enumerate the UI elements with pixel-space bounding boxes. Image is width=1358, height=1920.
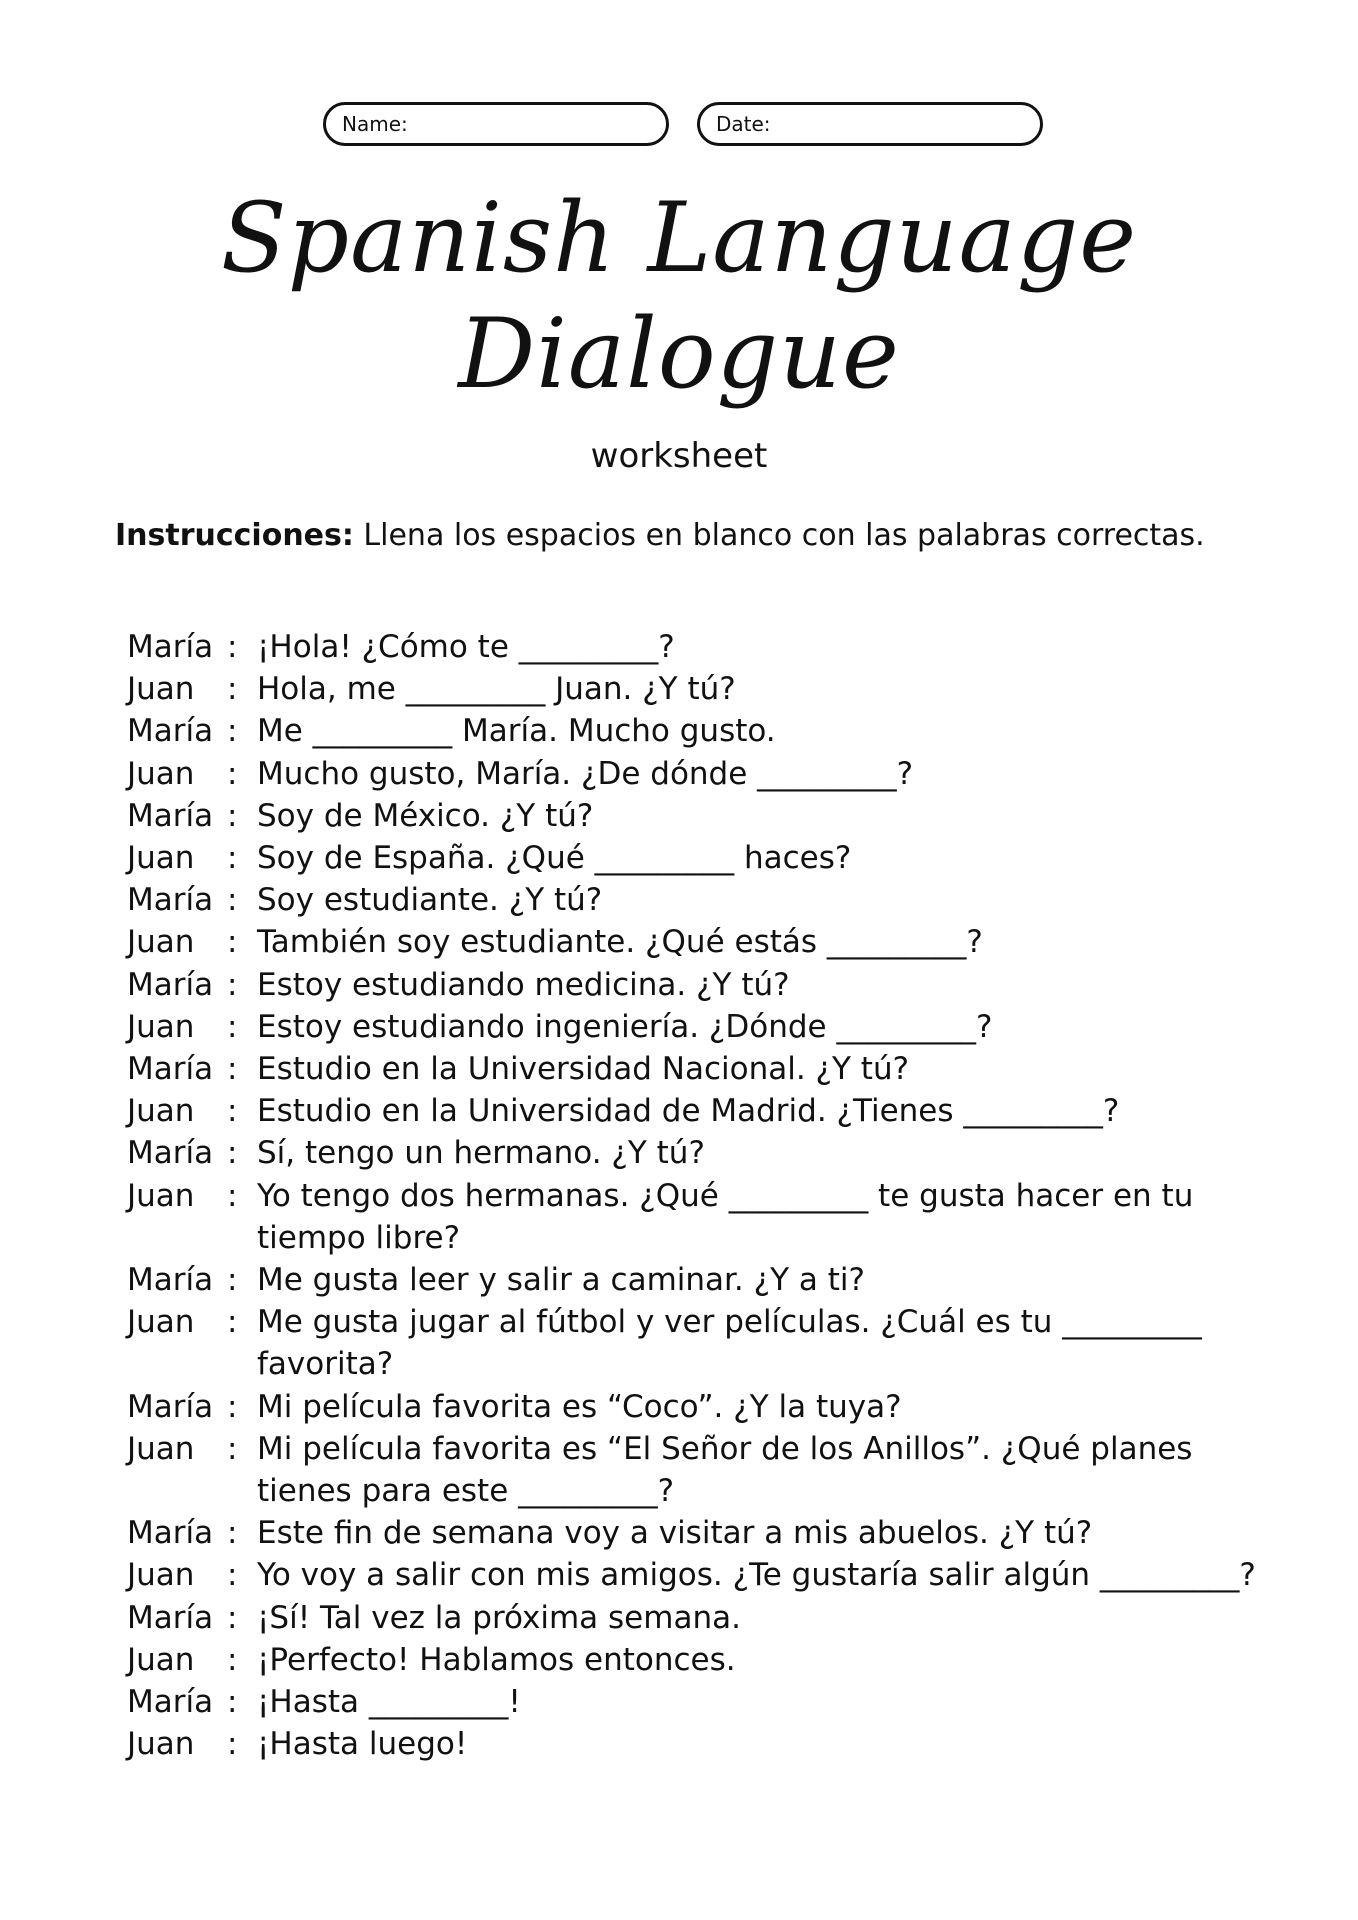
speaker-name: María (127, 1684, 214, 1721)
speaker-name: María (127, 882, 214, 919)
speaker-colon: : (227, 1008, 238, 1045)
speaker-name: María (127, 629, 214, 665)
speaker-colon: : (227, 713, 238, 750)
dialogue-text: Me gusta jugar al fútbol y ver películas. ¿Cuál es tu _________ favorita? (257, 1304, 1202, 1383)
speaker-colon: : (227, 755, 238, 792)
dialogue-text: ¡Perfecto! Hablamos entonces. (257, 1641, 736, 1678)
dialogue-line (127, 668, 1257, 710)
speaker-name: Juan (127, 1008, 195, 1045)
dialogue-text: Me _________ María. Mucho gusto. (257, 713, 776, 750)
dialogue-text: Hola, me _________ Juan. ¿Y tú? (257, 671, 736, 708)
speaker-name: María (127, 1262, 214, 1299)
speaker-colon: : (227, 1093, 238, 1130)
speaker-name: Juan (127, 924, 195, 961)
speaker-name: María (127, 713, 214, 750)
dialogue-line (127, 626, 1257, 668)
speaker-name: María (127, 966, 214, 1003)
instructions-label: Instrucciones: (115, 518, 354, 553)
dialogue-text: ¡Hola! ¿Cómo te _________? (257, 629, 675, 665)
date-label: Date: (716, 112, 771, 136)
speaker-colon: : (227, 840, 238, 877)
dialogue-text: Mucho gusto, María. ¿De dónde _________? (257, 755, 914, 792)
speaker-colon: : (227, 1430, 238, 1467)
speaker-name: Juan (127, 1726, 195, 1763)
dialogue-line (127, 1512, 1257, 1554)
speaker-colon: : (227, 671, 238, 708)
speaker-name: Juan (127, 671, 195, 708)
dialogue-text: Soy de México. ¿Y tú? (257, 797, 594, 834)
page-title-line-1: Spanish Language (220, 182, 1138, 294)
dialogue-text: Estudio en la Universidad de Madrid. ¿Tienes _________? (257, 1093, 1120, 1130)
dialogue-text: También soy estudiante. ¿Qué estás _________? (257, 924, 983, 961)
dialogue-text: Estoy estudiando medicina. ¿Y tú? (257, 966, 790, 1003)
speaker-colon: : (227, 966, 238, 1003)
name-label: Name: (342, 112, 408, 136)
speaker-colon: : (227, 1135, 238, 1172)
dialogue-text: Este fin de semana voy a visitar a mis abuelos. ¿Y tú? (257, 1515, 1093, 1552)
dialogue-line (127, 1723, 1257, 1765)
dialogue-line (127, 964, 1257, 1006)
name-field[interactable] (323, 102, 669, 146)
speaker-name: Juan (127, 1093, 195, 1130)
dialogue-line (127, 1301, 1257, 1385)
speaker-name: Juan (127, 840, 195, 877)
dialogue-line (127, 1639, 1257, 1681)
speaker-colon: : (227, 1684, 238, 1721)
speaker-colon: : (227, 1388, 238, 1425)
speaker-name: María (127, 1135, 214, 1172)
speaker-name: María (127, 797, 214, 834)
dialogue-line (127, 753, 1257, 795)
dialogue-text: Mi película favorita es “Coco”. ¿Y la tuya? (257, 1388, 902, 1425)
instructions-text: Llena los espacios en blanco con las palabras correctas. (353, 518, 1205, 553)
speaker-colon: : (227, 1262, 238, 1299)
speaker-name: Juan (127, 1557, 195, 1594)
dialogue-line (127, 795, 1257, 837)
speaker-name: María (127, 1388, 214, 1425)
speaker-colon: : (227, 882, 238, 919)
speaker-name: Juan (127, 1430, 195, 1467)
dialogue-text: Yo voy a salir con mis amigos. ¿Te gustaría salir algún _________? (257, 1557, 1256, 1594)
dialogue-text: Soy de España. ¿Qué _________ haces? (257, 840, 852, 877)
dialogue-line (127, 1175, 1257, 1259)
speaker-colon: : (227, 1177, 238, 1214)
speaker-name: María (127, 1599, 214, 1636)
speaker-name: María (127, 1515, 214, 1552)
dialogue-text: Yo tengo dos hermanas. ¿Qué _________ te gusta hacer en tu tiempo libre? (257, 1177, 1194, 1256)
dialogue-text: Soy estudiante. ¿Y tú? (257, 882, 603, 919)
date-field[interactable] (697, 102, 1043, 146)
dialogue-text: Mi película favorita es “El Señor de los Anillos”. ¿Qué planes tienes para este _________? (257, 1430, 1193, 1510)
speaker-colon: : (227, 1641, 238, 1678)
dialogue-line (127, 1006, 1257, 1048)
speaker-colon: : (227, 924, 238, 961)
speaker-name: Juan (127, 1177, 195, 1214)
dialogue-line (127, 1386, 1257, 1428)
dialogue-text: Estoy estudiando ingeniería. ¿Dónde _________? (257, 1008, 993, 1045)
dialogue-text: ¡Hasta _________! (257, 1684, 521, 1721)
dialogue-line (127, 1428, 1257, 1512)
dialogue-line (127, 1681, 1257, 1723)
speaker-colon: : (227, 1726, 238, 1763)
speaker-name: María (127, 1051, 214, 1088)
dialogue-line (127, 837, 1257, 879)
dialogue-line (127, 1259, 1257, 1301)
dialogue-text: Estudio en la Universidad Nacional. ¿Y tú? (257, 1051, 910, 1088)
speaker-colon: : (227, 629, 238, 665)
speaker-name: Juan (127, 1641, 195, 1678)
speaker-colon: : (227, 797, 238, 834)
dialogue-line (127, 921, 1257, 963)
speaker-name: Juan (127, 755, 195, 792)
dialogue-line (127, 1090, 1257, 1132)
dialogue-text: ¡Sí! Tal vez la próxima semana. (257, 1599, 741, 1636)
speaker-colon: : (227, 1515, 238, 1552)
dialogue-line (127, 1554, 1257, 1596)
dialogue-text: Me gusta leer y salir a caminar. ¿Y a ti? (257, 1262, 865, 1299)
dialogue-line (127, 1132, 1257, 1174)
dialogue-line (127, 710, 1257, 752)
page-title-line-2: Dialogue (458, 298, 900, 410)
speaker-colon: : (227, 1304, 238, 1341)
speaker-colon: : (227, 1599, 238, 1636)
dialogue-line (127, 879, 1257, 921)
speaker-colon: : (227, 1557, 238, 1594)
instructions (115, 514, 1205, 558)
speaker-name: Juan (127, 1304, 195, 1341)
page-subtitle: worksheet (590, 436, 768, 476)
dialogue-line (127, 1597, 1257, 1639)
dialogue-text: ¡Hasta luego! (257, 1726, 468, 1763)
speaker-colon: : (227, 1051, 238, 1088)
dialogue-text: Sí, tengo un hermano. ¿Y tú? (257, 1135, 705, 1172)
dialogue-list (127, 626, 1257, 1765)
dialogue-line (127, 1048, 1257, 1090)
